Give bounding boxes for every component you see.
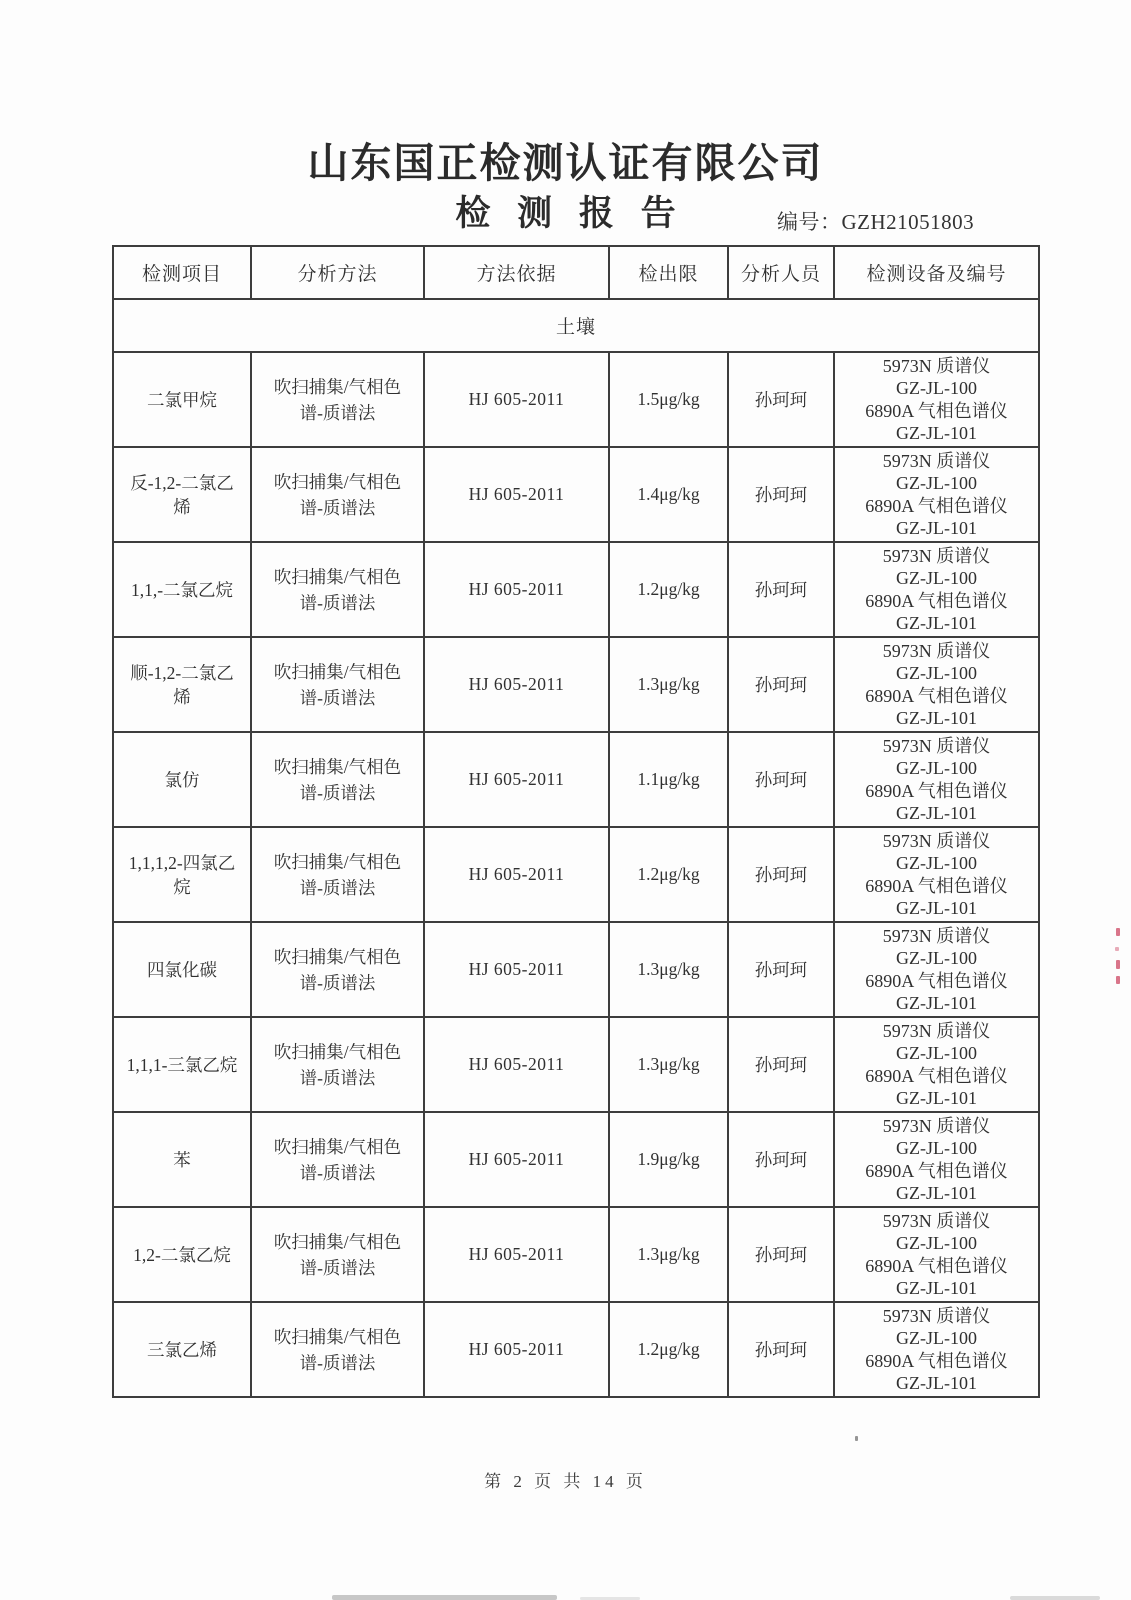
cell-test-item xyxy=(113,447,251,542)
column-header-analysis-method: 分析方法 xyxy=(251,246,424,299)
cell-analyst xyxy=(728,1112,834,1207)
equipment-line: GZ-JL-101 xyxy=(896,898,977,918)
report-number-label: 编号： xyxy=(777,210,842,234)
cell-detection-limit xyxy=(609,827,728,922)
equipment-line: 5973N 质谱仪 xyxy=(882,640,991,661)
detection-limit-text: 1.1μg/kg xyxy=(637,769,700,789)
cell-method-basis xyxy=(424,542,609,637)
cell-method-basis xyxy=(424,1112,609,1207)
cell-detection-limit xyxy=(609,637,728,732)
table-row xyxy=(113,827,1039,922)
method-basis-text: HJ 605-2011 xyxy=(468,1149,565,1169)
equipment-line: 5973N 质谱仪 xyxy=(882,545,991,566)
detection-limit-text: 1.9μg/kg xyxy=(637,1149,700,1169)
analyst-text: 孙珂珂 xyxy=(754,770,808,790)
analysis-method-text: 吹扫捕集/气相色谱-质谱法 xyxy=(273,661,402,708)
equipment-line: GZ-JL-101 xyxy=(896,993,977,1013)
cell-analysis-method xyxy=(251,827,424,922)
scan-artifact-speck xyxy=(855,1436,858,1441)
analyst-text: 孙珂珂 xyxy=(754,865,808,885)
cell-test-item xyxy=(113,732,251,827)
column-header-test-item: 检测项目 xyxy=(113,246,251,299)
cell-analysis-method xyxy=(251,637,424,732)
analyst-text: 孙珂珂 xyxy=(754,485,808,505)
cell-analysis-method xyxy=(251,352,424,447)
method-basis-text: HJ 605-2011 xyxy=(468,769,565,789)
equipment-line: 6890A 气相色谱仪 xyxy=(865,1160,1008,1181)
equipment-line: GZ-JL-101 xyxy=(896,1088,977,1108)
scan-artifact-red-mark xyxy=(1116,928,1120,936)
analyst-text: 孙珂珂 xyxy=(754,390,808,410)
cell-detection-limit xyxy=(609,1302,728,1397)
analysis-method-text: 吹扫捕集/气相色谱-质谱法 xyxy=(273,471,402,518)
equipment-line: 5973N 质谱仪 xyxy=(882,735,991,756)
equipment-line: GZ-JL-100 xyxy=(896,663,977,683)
report-number xyxy=(777,206,974,236)
cell-detection-limit xyxy=(609,732,728,827)
table-row xyxy=(113,1302,1039,1397)
table-row xyxy=(113,1017,1039,1112)
method-basis-text: HJ 605-2011 xyxy=(468,579,565,599)
cell-method-basis xyxy=(424,732,609,827)
equipment-line: 5973N 质谱仪 xyxy=(882,450,991,471)
equipment-line: GZ-JL-100 xyxy=(896,378,977,398)
cell-method-basis xyxy=(424,1017,609,1112)
equipment-line: GZ-JL-100 xyxy=(896,853,977,873)
scan-artifact-smudge xyxy=(332,1595,557,1600)
equipment-line: 5973N 质谱仪 xyxy=(882,1020,991,1041)
cell-analyst xyxy=(728,827,834,922)
analysis-method-text: 吹扫捕集/气相色谱-质谱法 xyxy=(273,376,402,423)
test-item-text: 三氯乙烯 xyxy=(147,1339,217,1360)
table-row xyxy=(113,542,1039,637)
detection-limit-text: 1.4μg/kg xyxy=(637,484,700,504)
equipment-line: 5973N 质谱仪 xyxy=(882,355,991,376)
equipment-line: 6890A 气相色谱仪 xyxy=(865,685,1008,706)
cell-equipment xyxy=(834,637,1039,732)
equipment-line: GZ-JL-101 xyxy=(896,803,977,823)
test-item-text: 二氯甲烷 xyxy=(147,389,217,410)
column-header-detection-limit: 检出限 xyxy=(609,246,728,299)
test-item-text: 1,1,-二氯乙烷 xyxy=(130,579,234,600)
analyst-text: 孙珂珂 xyxy=(754,1245,808,1265)
method-basis-text: HJ 605-2011 xyxy=(468,959,565,979)
method-basis-text: HJ 605-2011 xyxy=(468,864,565,884)
cell-test-item xyxy=(113,1112,251,1207)
equipment-line: 5973N 质谱仪 xyxy=(882,1210,991,1231)
table-header-row xyxy=(113,246,1039,299)
report-number-value: GZH21051803 xyxy=(841,210,975,234)
cell-test-item xyxy=(113,922,251,1017)
cell-method-basis xyxy=(424,922,609,1017)
method-basis-text: HJ 605-2011 xyxy=(468,389,565,409)
cell-detection-limit xyxy=(609,352,728,447)
detection-limit-text: 1.3μg/kg xyxy=(637,959,700,979)
test-item-text: 1,2-二氯乙烷 xyxy=(133,1244,231,1265)
cell-method-basis xyxy=(424,827,609,922)
cell-analysis-method xyxy=(251,1112,424,1207)
cell-analysis-method xyxy=(251,447,424,542)
detection-limit-text: 1.2μg/kg xyxy=(637,864,700,884)
equipment-line: GZ-JL-101 xyxy=(896,1278,977,1298)
cell-analysis-method xyxy=(251,1207,424,1302)
cell-analyst xyxy=(728,542,834,637)
test-item-text: 四氯化碳 xyxy=(147,959,217,980)
cell-method-basis xyxy=(424,1302,609,1397)
equipment-line: GZ-JL-101 xyxy=(896,1183,977,1203)
column-header-analyst: 分析人员 xyxy=(728,246,834,299)
cell-equipment xyxy=(834,447,1039,542)
equipment-line: 6890A 气相色谱仪 xyxy=(865,590,1008,611)
cell-equipment xyxy=(834,542,1039,637)
equipment-line: GZ-JL-101 xyxy=(896,1373,977,1393)
cell-test-item xyxy=(113,542,251,637)
equipment-line: 6890A 气相色谱仪 xyxy=(865,1255,1008,1276)
analyst-text: 孙珂珂 xyxy=(754,960,808,980)
equipment-line: GZ-JL-100 xyxy=(896,1328,977,1348)
analyst-text: 孙珂珂 xyxy=(754,1055,808,1075)
cell-analysis-method xyxy=(251,1302,424,1397)
report-title: 检 测 报 告 xyxy=(455,194,685,233)
cell-analysis-method xyxy=(251,1017,424,1112)
equipment-line: 5973N 质谱仪 xyxy=(882,925,991,946)
cell-test-item xyxy=(113,1302,251,1397)
method-basis-text: HJ 605-2011 xyxy=(468,1244,565,1264)
analysis-method-text: 吹扫捕集/气相色谱-质谱法 xyxy=(273,1041,402,1088)
scan-artifact-smudge xyxy=(1010,1596,1100,1600)
column-header-method-basis: 方法依据 xyxy=(424,246,609,299)
method-basis-text: HJ 605-2011 xyxy=(468,484,565,504)
cell-equipment xyxy=(834,732,1039,827)
detection-limit-text: 1.3μg/kg xyxy=(637,1054,700,1074)
cell-detection-limit xyxy=(609,1112,728,1207)
company-name: 山东国正检测认证有限公司 xyxy=(307,140,824,186)
scan-artifact-red-mark xyxy=(1116,960,1120,969)
table-row xyxy=(113,447,1039,542)
scan-artifact-red-mark xyxy=(1115,947,1119,951)
table-row xyxy=(113,922,1039,1017)
equipment-line: 6890A 气相色谱仪 xyxy=(865,400,1008,421)
cell-method-basis xyxy=(424,637,609,732)
analyst-text: 孙珂珂 xyxy=(754,1150,808,1170)
section-label-soil: 土壤 xyxy=(113,299,1039,352)
method-basis-text: HJ 605-2011 xyxy=(468,1339,565,1359)
analysis-method-text: 吹扫捕集/气相色谱-质谱法 xyxy=(273,566,402,613)
cell-method-basis xyxy=(424,352,609,447)
equipment-line: GZ-JL-101 xyxy=(896,423,977,443)
table-row xyxy=(113,732,1039,827)
cell-test-item xyxy=(113,352,251,447)
equipment-line: 5973N 质谱仪 xyxy=(882,830,991,851)
cell-analyst xyxy=(728,352,834,447)
cell-test-item xyxy=(113,1207,251,1302)
cell-test-item xyxy=(113,1017,251,1112)
equipment-line: 6890A 气相色谱仪 xyxy=(865,970,1008,991)
cell-analysis-method xyxy=(251,922,424,1017)
analysis-method-text: 吹扫捕集/气相色谱-质谱法 xyxy=(273,1326,402,1373)
equipment-line: 5973N 质谱仪 xyxy=(882,1115,991,1136)
detection-limit-text: 1.2μg/kg xyxy=(637,579,700,599)
section-row-soil xyxy=(113,299,1039,352)
cell-analyst xyxy=(728,1302,834,1397)
test-item-text: 氯仿 xyxy=(164,769,200,790)
cell-detection-limit xyxy=(609,922,728,1017)
cell-analysis-method xyxy=(251,732,424,827)
equipment-line: GZ-JL-100 xyxy=(896,948,977,968)
equipment-line: GZ-JL-101 xyxy=(896,518,977,538)
analyst-text: 孙珂珂 xyxy=(754,1340,808,1360)
test-report-table xyxy=(112,245,1040,1398)
cell-equipment xyxy=(834,1112,1039,1207)
cell-analyst xyxy=(728,637,834,732)
test-item-text: 反-1,2-二氯乙烯 xyxy=(130,472,234,517)
analyst-text: 孙珂珂 xyxy=(754,675,808,695)
cell-detection-limit xyxy=(609,1207,728,1302)
analyst-text: 孙珂珂 xyxy=(754,580,808,600)
test-item-text: 1,1,1-三氯乙烷 xyxy=(126,1054,238,1075)
equipment-line: GZ-JL-100 xyxy=(896,568,977,588)
method-basis-text: HJ 605-2011 xyxy=(468,674,565,694)
equipment-line: GZ-JL-101 xyxy=(896,613,977,633)
cell-equipment xyxy=(834,352,1039,447)
equipment-line: 6890A 气相色谱仪 xyxy=(865,1065,1008,1086)
test-item-text: 苯 xyxy=(173,1149,191,1170)
detection-limit-text: 1.3μg/kg xyxy=(637,1244,700,1264)
detection-limit-text: 1.5μg/kg xyxy=(637,389,700,409)
report-table-body xyxy=(113,299,1039,1397)
cell-test-item xyxy=(113,827,251,922)
cell-detection-limit xyxy=(609,1017,728,1112)
table-row xyxy=(113,1207,1039,1302)
equipment-line: 6890A 气相色谱仪 xyxy=(865,875,1008,896)
equipment-line: GZ-JL-100 xyxy=(896,1043,977,1063)
test-item-text: 1,1,1,2-四氯乙烷 xyxy=(128,852,236,897)
table-row xyxy=(113,352,1039,447)
equipment-line: GZ-JL-100 xyxy=(896,1138,977,1158)
cell-equipment xyxy=(834,827,1039,922)
test-item-text: 顺-1,2-二氯乙烯 xyxy=(130,662,234,707)
scan-artifact-red-mark xyxy=(1116,976,1120,984)
cell-equipment xyxy=(834,922,1039,1017)
cell-equipment xyxy=(834,1017,1039,1112)
analysis-method-text: 吹扫捕集/气相色谱-质谱法 xyxy=(273,756,402,803)
table-row xyxy=(113,1112,1039,1207)
method-basis-text: HJ 605-2011 xyxy=(468,1054,565,1074)
cell-analyst xyxy=(728,1207,834,1302)
equipment-line: GZ-JL-100 xyxy=(896,1233,977,1253)
cell-test-item xyxy=(113,637,251,732)
detection-limit-text: 1.3μg/kg xyxy=(637,674,700,694)
cell-method-basis xyxy=(424,447,609,542)
equipment-line: 5973N 质谱仪 xyxy=(882,1305,991,1326)
cell-detection-limit xyxy=(609,542,728,637)
cell-analyst xyxy=(728,732,834,827)
table-row xyxy=(113,637,1039,732)
cell-analyst xyxy=(728,922,834,1017)
cell-analyst xyxy=(728,1017,834,1112)
cell-method-basis xyxy=(424,1207,609,1302)
cell-analysis-method xyxy=(251,542,424,637)
equipment-line: 6890A 气相色谱仪 xyxy=(865,780,1008,801)
detection-limit-text: 1.2μg/kg xyxy=(637,1339,700,1359)
equipment-line: 6890A 气相色谱仪 xyxy=(865,1350,1008,1371)
column-header-equipment: 检测设备及编号 xyxy=(834,246,1039,299)
analysis-method-text: 吹扫捕集/气相色谱-质谱法 xyxy=(273,946,402,993)
equipment-line: 6890A 气相色谱仪 xyxy=(865,495,1008,516)
equipment-line: GZ-JL-101 xyxy=(896,708,977,728)
cell-equipment xyxy=(834,1302,1039,1397)
equipment-line: GZ-JL-100 xyxy=(896,473,977,493)
analysis-method-text: 吹扫捕集/气相色谱-质谱法 xyxy=(273,851,402,898)
analysis-method-text: 吹扫捕集/气相色谱-质谱法 xyxy=(273,1231,402,1278)
analysis-method-text: 吹扫捕集/气相色谱-质谱法 xyxy=(273,1136,402,1183)
cell-detection-limit xyxy=(609,447,728,542)
page-number-text: 第 2 页 共 14 页 xyxy=(484,1472,647,1491)
cell-equipment xyxy=(834,1207,1039,1302)
cell-analyst xyxy=(728,447,834,542)
equipment-line: GZ-JL-100 xyxy=(896,758,977,778)
